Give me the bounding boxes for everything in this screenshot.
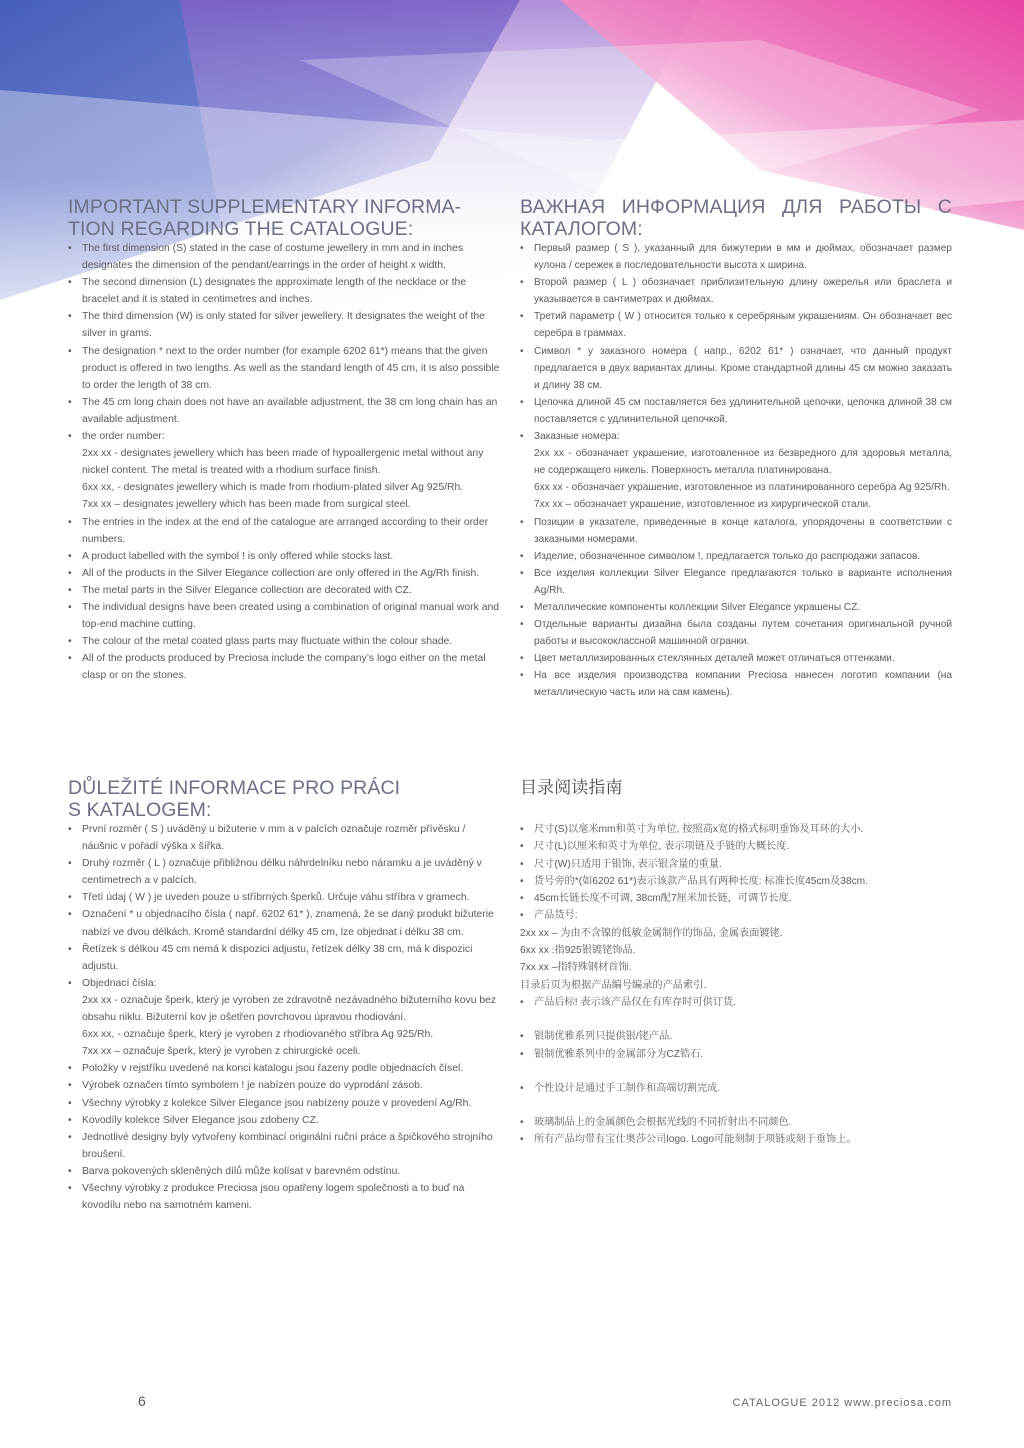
list-item: • 银制优雅系列中的金属部分为CZ锆石. (520, 1046, 952, 1063)
list-item: • Výrobek označen tímto symbolem ! je nabízen pouze do vyprodání zásob. (68, 1077, 500, 1094)
list-item: • Všechny výrobky z produkce Preciosa jsou opatřeny logem společnosti a to buď na kovodílu nebo na samotném kameni. (68, 1180, 500, 1214)
chinese-title: 目录阅读指南 (520, 778, 623, 797)
list-item: • Označení * u objednacího čísla ( např. 6202 61* ), znamená, že se daný produkt bižuterie nabízí ve dvou délkách. Kromě standardní délky 45 cm, lze objednat i délku 38 cm. (68, 906, 500, 940)
list-item: • Третий параметр ( W ) относится только к серебряным украшениям. Он обозначает вес серебра в граммах. (520, 308, 952, 342)
list-item: • All of the products produced by Preciosa include the company’s logo either on the metal clasp or on the stones. (68, 650, 500, 684)
index-note: 目录后页为根据产品编号编录的产品索引. (520, 979, 707, 991)
order-line: 6xx xx, - designates jewellery which is made from rhodium-plated silver Ag 925/Rh. (82, 482, 464, 494)
footer-catalogue: CATALOGUE 2012 www.preciosa.com (732, 1397, 952, 1409)
list-item: • Изделие, обозначенное символом !, предлагается только до распродажи запасов. (520, 548, 952, 565)
order-line: 2xx xx – 为由不含镍的低敏金属制作的饰品, 金属表面镀铑. (520, 927, 783, 939)
order-line: 6xx xx :指925银镀铑饰品. (520, 945, 636, 957)
order-line: 6xx xx, - označuje šperk, který je vyroben z rhodiovaného stříbra Ag 925/Rh. (82, 1029, 434, 1041)
list-item: • The colour of the metal coated glass parts may fluctuate within the colour shade. (68, 633, 500, 650)
list-item-order-numbers (68, 428, 500, 513)
list-item: • Všechny výrobky z kolekce Silver Elegance jsou nabízeny pouze v provedení Ag/Rh. (68, 1095, 500, 1112)
english-title: IMPORTANT SUPPLEMENTARY INFORMA-TION REGARDING THE CATALOGUE: (68, 196, 462, 240)
spacer (520, 1063, 952, 1080)
page-number: 6 (138, 1393, 146, 1409)
czech-title-line: DŮLEŽITÉ INFORMACE PRO PRÁCI (68, 777, 401, 799)
list-item: • 个性设计是通过手工制作和高端切割完成. (520, 1080, 952, 1097)
russian-list (520, 240, 952, 702)
list-item: • The metal parts in the Silver Elegance collection are decorated with CZ. (68, 582, 500, 599)
list-item: • 尺寸(W)只适用于银饰, 表示银含量的重量. (520, 856, 952, 873)
section-english (68, 196, 500, 684)
czech-title-line: S KATALOGEM: (68, 799, 212, 821)
list-item: • 银制优雅系列只提供银/铑产品. (520, 1028, 952, 1045)
english-list (68, 240, 500, 684)
list-item: • A product labelled with the symbol ! is only offered while stocks last. (68, 548, 500, 565)
list-item: • The designation * next to the order number (for example 6202 61*) means that the given product is offered in two lengths. As well as the standard length of 45 cm, it is also possible to order the length of 38 cm. (68, 343, 500, 394)
order-label: • Заказные номера: (534, 431, 620, 443)
list-item: • The first dimension (S) stated in the case of costume jewellery in mm and in inches designates the dimension of the pendant/earrings in the order of height x width. (68, 240, 500, 274)
order-label: • Objednací čísla: (82, 977, 157, 989)
list-item: • Металлические компоненты коллекции Silver Elegance украшены CZ. (520, 599, 952, 616)
list-item: • The third dimension (W) is only stated for silver jewellery. It designates the weight of the silver in grams. (68, 308, 500, 342)
list-item: • All of the products in the Silver Elegance collection are only offered in the Ag/Rh finish. (68, 565, 500, 582)
order-line: 2xx xx - designates jewellery which has been made of hypoallergenic metal without any nickel content. The metal is treated with a rhodium surface finish. (82, 448, 484, 477)
list-item: • Символ * у заказного номера ( напр., 6202 61* ) означает, что данный продукт предлагается в двух вариантах длины. Кроме стандартной длины 45 см можно заказать и длину 38 см. (520, 343, 952, 394)
czech-title (68, 777, 500, 821)
list-item: • 尺寸(L)以厘米和英寸为单位, 表示项链及手链的大概长度. (520, 838, 952, 855)
list-item: • Třetí údaj ( W ) je uveden pouze u stříbrných šperků. Určuje váhu stříbra v gramech. (68, 889, 500, 906)
spacer (520, 1011, 952, 1028)
list-item: • První rozměr ( S ) uváděný u bižuterie v mm a v palcích označuje rozměr přívěsku / náušnic v pořadí výška x šířka. (68, 821, 500, 855)
list-item-order-numbers (68, 975, 500, 1060)
section-chinese (520, 777, 952, 1149)
list-item: • Položky v rejstříku uvedené na konci katalogu jsou řazeny podle objednacích čísel. (68, 1060, 500, 1077)
order-line: 7xx xx – označuje šperk, který je vyroben z chirurgické oceli. (82, 1046, 361, 1058)
list-item: • Позиции в указателе, приведенные в конце каталога, упорядочены в соответствии с заказными номерами. (520, 514, 952, 548)
list-item: • 产品货号: (520, 907, 952, 924)
order-line: 7xx xx – обозначает украшение, изготовленное из хирургической стали. (534, 499, 871, 511)
list-item: • Jednotlivé designy byly vytvořeny kombinací originální ruční práce a špičkového strojního broušení. (68, 1129, 500, 1163)
list-item: • 玻璃制品上的金属颜色会根据光线的不同折射出不同颜色. (520, 1114, 952, 1131)
russian-title: ВАЖНАЯ ИНФОРМАЦИЯ ДЛЯ РАБОТЫ С КАТАЛОГОМ: (520, 196, 952, 240)
list-item: • Цепочка длиной 45 см поставляется без удлинительной цепочки, цепочка длиной 38 см поставляется с удлинительной цепочкой. (520, 394, 952, 428)
list-item: • Kovodíly kolekce Silver Elegance jsou zdobeny CZ. (68, 1112, 500, 1129)
list-item: • Druhý rozměr ( L ) označuje přibližnou délku náhrdelníku nebo náramku a je uváděný v centimetrech a v palcích. (68, 855, 500, 889)
order-line: 7xx xx –指特殊钢材首饰. (520, 962, 632, 974)
list-item: • 尺寸(S)以毫米mm和英寸为单位, 按照高x宽的格式标明垂饰及耳环的大小. (520, 821, 952, 838)
list-item: • 45cm长链长度不可调, 38cm配7厘米加长链，可调节长度. (520, 890, 952, 907)
list-item: • Barva pokovených skleněných dílů může kolísat v barevném odstínu. (68, 1163, 500, 1180)
order-line: 2xx xx - označuje šperk, který je vyroben ze zdravotně nezávadného bižuterního kovu bez obsahu niklu. Bižuterní kov je ošetřen povrchovou úpravou rhodiování. (82, 994, 497, 1024)
chinese-list (520, 821, 952, 1149)
list-item: • Řetízek s délkou 45 cm nemá k dispozici adjustu, řetízek délky 38 cm, má k dispozici adjustu. (68, 941, 500, 975)
list-item: • Все изделия коллекции Silver Elegance предлагаются только в варианте исполнения Ag/Rh. (520, 565, 952, 599)
list-item: • 产品后标! 表示该产品仅在有库存时可供订货. (520, 994, 952, 1011)
list-item: • The second dimension (L) designates the approximate length of the necklace or the bracelet and it is stated in centimetres and inches. (68, 274, 500, 308)
list-item: • Цвет металлизированных стеклянных деталей может отличаться оттенками. (520, 650, 952, 667)
order-line: 2xx xx - обозначает украшение, изготовленное из безвредного для здоровья металла, не содержащего никель. Поверхность металла платинирована. (534, 448, 952, 477)
list-item: • На все изделия производства компании Preciosa нанесен логотип компании (на металлическую часть или на сам камень). (520, 667, 952, 701)
list-item: • 所有产品均带有宝仕奥莎公司logo. Logo可能刻制于项链或刻于垂饰上。 (520, 1131, 952, 1148)
section-russian (520, 196, 952, 702)
czech-list (68, 821, 500, 1214)
list-item: • 货号旁的*(如6202 61*)表示该款产品具有两种长度: 标准长度45cm及38cm. (520, 873, 952, 890)
order-line: 7xx xx – designates jewellery which has been made from surgical steel. (82, 499, 411, 511)
list-item: • Первый размер ( S ), указанный для бижутерии в мм и дюймах, обозначает размер кулона / сережек в последовательности высота х ширина. (520, 240, 952, 274)
list-item: • The individual designs have been created using a combination of original manual work and top-end machine cutting. (68, 599, 500, 633)
list-item: • The 45 cm long chain does not have an available adjustment, the 38 cm long chain has an available adjustment. (68, 394, 500, 428)
list-item: • The entries in the index at the end of the catalogue are arranged according to their order numbers. (68, 514, 500, 548)
section-czech (68, 777, 500, 1214)
list-item: • Второй размер ( L ) обозначает приблизительную длину ожерелья или браслета и указывается в сантиметрах и дюймах. (520, 274, 952, 308)
list-item: • Отдельные варианты дизайна была созданы путем сочетания оригинальной ручной работы и высококлассной машинной огранки. (520, 616, 952, 650)
spacer (520, 1097, 952, 1114)
list-item-order-numbers (520, 428, 952, 513)
order-label: • the order number: (82, 431, 165, 443)
order-line: 6xx xx - обозначает украшение, изготовленное из платинированного серебра Ag 925/Rh. (534, 482, 950, 494)
